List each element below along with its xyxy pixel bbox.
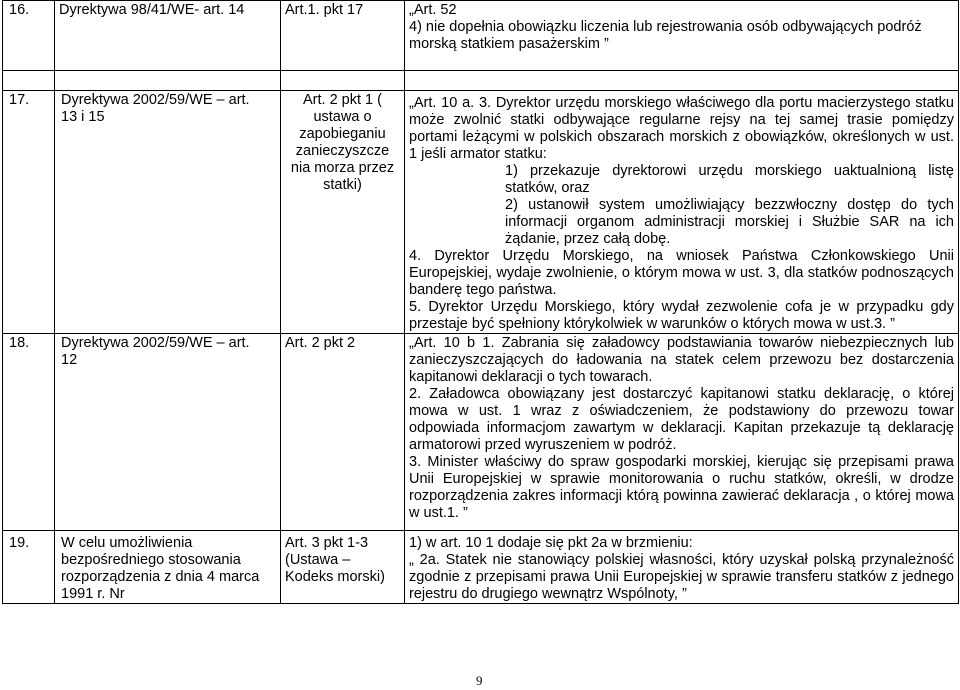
provision-list-item: 2) ustanowił system umożliwiający bezzwłoczny dostęp do tych informacji organom administracji morskiej i Służbie SAR na ich żądanie, przez całą dobę. xyxy=(505,197,954,247)
provision-paragraph: 3. Minister właściwy do spraw gospodarki morskiej, kierując się przepisami prawa Unii Europejskiej w sprawie monitorowania o ruchu statków, określi, w drodze rozporządzenia zakres informacji którą powinna zawierać deklaracja , o której mowa w ust.1. ” xyxy=(409,454,954,521)
row-number: 18. xyxy=(3,334,55,531)
directive-ref: Dyrektywa 2002/59/WE – art. 13 i 15 xyxy=(55,91,281,334)
provision-list-item: 1) przekazuje dyrektorowi urzędu morskiego uaktualnioną listę statków, oraz xyxy=(505,163,954,196)
provision-paragraph: 1) w art. 10 1 dodaje się pkt 2a w brzmieniu: xyxy=(409,535,693,551)
directive-ref: W celu umożliwienia bezpośredniego stosowania rozporządzenia z dnia 4 marca 1991 r. Nr xyxy=(55,531,281,604)
row-number: 19. xyxy=(3,531,55,604)
table-row xyxy=(3,91,959,334)
provision-paragraph: 5. Dyrektor Urzędu Morskiego, który wydał zezwolenie cofa je w przypadku gdy przestaje być spełniony którykolwiek w warunków o których mowa w ust.3. ” xyxy=(409,299,954,332)
article-heading: „Art. 52 xyxy=(409,2,457,18)
provision-text xyxy=(405,334,959,531)
law-ref: Art. 2 pkt 2 xyxy=(281,334,405,531)
directive-ref: Dyrektywa 98/41/WE- art. 14 xyxy=(55,1,281,71)
page-number: 9 xyxy=(476,673,483,688)
law-ref: Art.1. pkt 17 xyxy=(281,1,405,71)
provision-paragraph: „Art. 10 b 1. Zabrania się załadowcy podstawiania towarów niebezpiecznych lub zanieczyszczających do ładowania na statek celem przewozu bez dostarczenia kapitanowi deklaracji o tych towarach. xyxy=(409,335,954,385)
provision-paragraph: 4. Dyrektor Urzędu Morskiego, na wniosek Państwa Członkowskiego Unii Europejskiej, wydaje zwolnienie, o którym mowa w ust. 3, dla statków podnoszących banderę tego państwa. xyxy=(409,248,954,298)
law-ref: Art. 2 pkt 1 ( ustawa o zapobieganiu zanieczyszcze nia morza przez statki) xyxy=(281,91,405,334)
provision-paragraph: „Art. 10 a. 3. Dyrektor urzędu morskiego właściwego dla portu macierzystego statku może zwolnić statki odbywające regularne rejsy na tej samej trasie pomiędzy portami leżącymi w polskich obszarach morskich z obowiązków, określonych w ust. 1 jeśli armator statku: xyxy=(409,95,954,162)
provision-text xyxy=(405,91,959,334)
table-row xyxy=(3,1,959,71)
provision-paragraph: 4) nie dopełnia obowiązku liczenia lub rejestrowania osób odbywających podróż morską statkiem pasażerskim ” xyxy=(409,19,922,52)
table-row xyxy=(3,531,959,604)
row-number: 16. xyxy=(3,1,55,71)
provision-paragraph: 2. Załadowca obowiązany jest dostarczyć kapitanowi statku deklarację, o której mowa w ust. 1 wraz z oświadczeniem, że podstawiony do przewozu towar odpowiada informacjom zawartym w deklaracji. Kapitan przekazuje tą deklarację armatorowi przed wyruszeniem w podróż. xyxy=(409,386,954,453)
spacer-row xyxy=(3,71,959,91)
provision-text xyxy=(405,531,959,604)
table-row xyxy=(3,334,959,531)
law-ref: Art. 3 pkt 1-3 (Ustawa – Kodeks morski) xyxy=(281,531,405,604)
directive-ref: Dyrektywa 2002/59/WE – art. 12 xyxy=(55,334,281,531)
provision-paragraph: „ 2a. Statek nie stanowiący polskiej własności, który uzyskał polską przynależność zgodnie z przepisami prawa Unii Europejskiej w sprawie transferu statków z jednego rejestru do drugiego wewnątrz Wspólnoty, ” xyxy=(409,552,954,602)
row-number: 17. xyxy=(3,91,55,334)
legislation-table xyxy=(2,0,959,604)
provision-text xyxy=(405,1,959,71)
